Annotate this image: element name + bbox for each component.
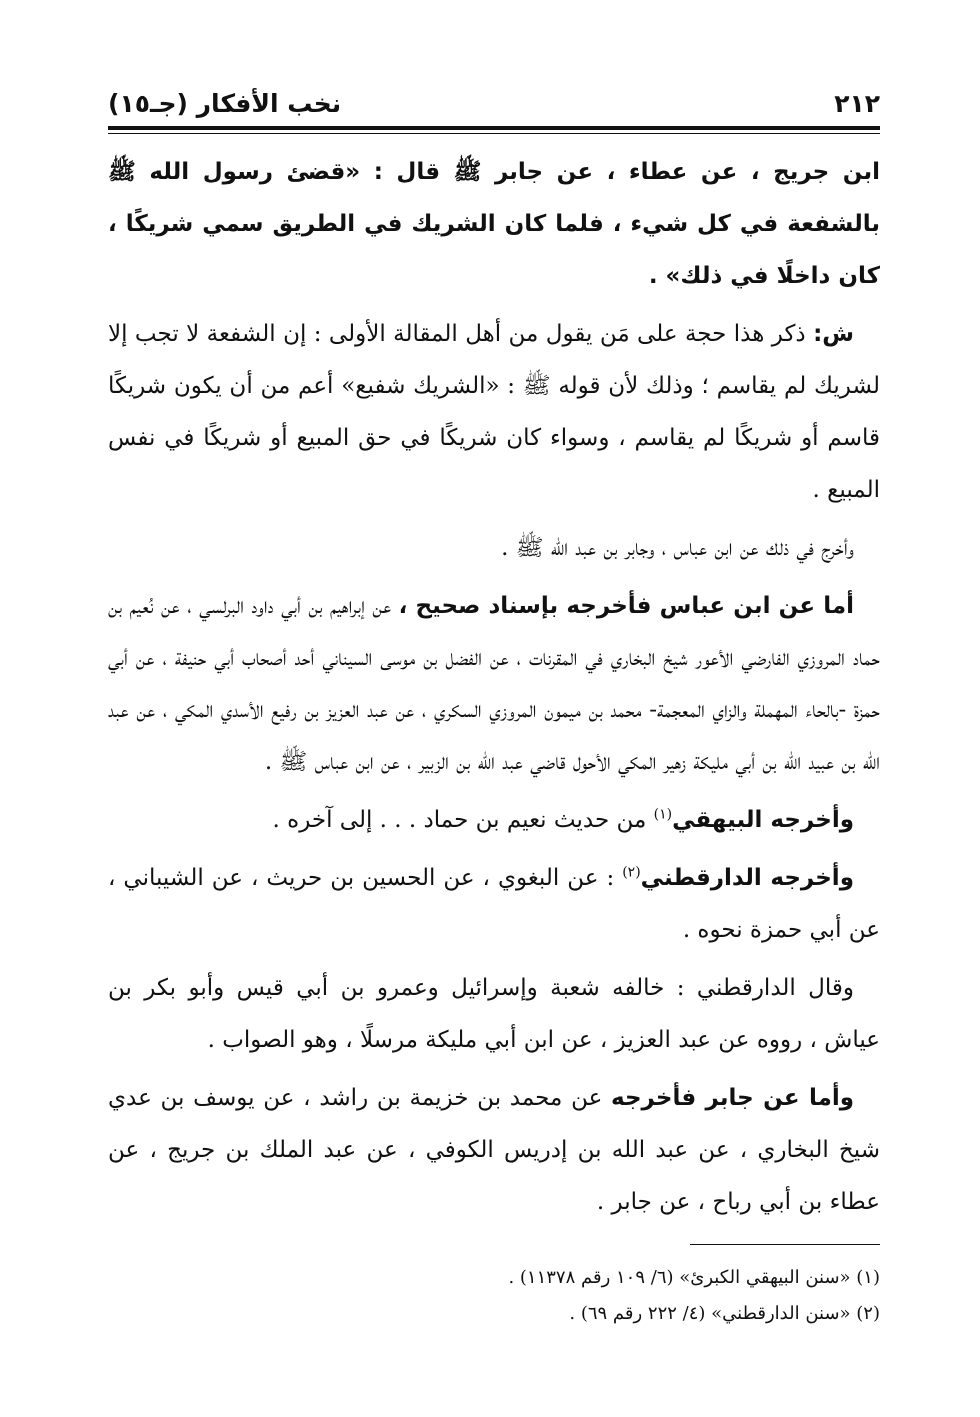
footnote-ref-2: (٢) — [622, 864, 641, 881]
page-number: ٢١٢ — [834, 89, 880, 118]
commentary-marker: ش: — [813, 321, 854, 347]
header-rule-thin — [108, 133, 880, 134]
page-header — [108, 78, 880, 118]
header-rule-thick — [108, 126, 880, 130]
bayhaqi-text: من حديث نعيم بن حماد . . . إلى آخره . — [272, 807, 654, 833]
jabir-text: عن محمد بن خزيمة بن راشد ، عن يوسف بن عدي شيخ البخاري ، عن عبد الله بن إدريس الكوفي ، عن عبد الملك بن جريج ، عن عطاء بن أبي رباح ، عن جابر . — [108, 1085, 880, 1215]
jabir-heading: وأما عن جابر فأخرجه — [611, 1085, 855, 1111]
commentary-paragraph — [108, 308, 880, 516]
daraqutni-text: : عن البغوي ، عن الحسين بن حريث ، عن الشيباني ، عن أبي حمزة نحوه . — [108, 865, 880, 943]
main-text — [108, 146, 880, 1234]
footnote-2: (٢) «سنن الدارقطني» (٤/ ٢٢٢ رقم ٦٩) . — [569, 1303, 880, 1324]
daraqutni-comment: وقال الدارقطني : خالفه شعبة وإسرائيل وعمرو بن أبي قيس وأبو بكر بن عياش ، رووه عن عبد العزيز ، عن ابن أبي مليكة مرسلًا ، وهو الصواب . — [108, 975, 880, 1053]
daraqutni-heading: وأخرجه الدارقطني — [640, 865, 854, 891]
ibn-abbas-heading: أما عن ابن عباس فأخرجه بإسناد صحيح ، — [398, 593, 854, 619]
hadith-text: ابن جريج ، عن عطاء ، عن جابر ﷺ قال : «قضئ رسول الله ﷺ بالشفعة في كل شيء ، فلما كان الشريك في الطريق سمي شريكًا ، كان داخلًا في ذلك» . — [108, 159, 880, 289]
book-title: نخب الأفكار (جـ١٥) — [108, 89, 342, 118]
bayhaqi-heading: وأخرجه البيهقي — [672, 807, 854, 833]
sources-paragraph: وأخرج في ذلك عن ابن عباس ، وجابر بن عبد الله ﷺ . — [501, 535, 854, 561]
daraqutni-paragraph — [108, 852, 880, 956]
jabir-paragraph — [108, 1072, 880, 1228]
ibn-abbas-paragraph — [108, 580, 880, 788]
footnote-1: (١) «سنن البيهقي الكبرئ» (٦/ ١٠٩ رقم ١١٣٧٨) . — [508, 1267, 880, 1288]
footnote-divider — [690, 1244, 880, 1245]
commentary-text: ذكر هذا حجة على مَن يقول من أهل المقالة الأولى : إن الشفعة لا تجب إلا لشريك لم يقاسم ؛ وذلك لأن قوله ﷺ : «الشريك شفيع» أعم من أن يكون شريكًا قاسم أو شريكًا لم يقاسم ، وسواء كان شريكًا في حق المبيع أو شريكًا في نفس المبيع . — [108, 321, 880, 503]
footnote-ref-1: (١) — [653, 806, 673, 823]
ibn-abbas-text: عن إبراهيم بن أبي داود البرلسي ، عن نُعيم بن حماد المروزي الفارضي الأعور شيخ البخاري في المقرنات ، عن الفضل بن موسى السيناني أحد أصحاب أبي حنيفة ، عن أبي حمزة -بالحاء المهملة والزاي المعجمة- محمد بن ميمون المروزي السكري ، عن عبد العزيز بن رفيع الأسدي المكي ، عن عبد الله بن عبيد الله بن أبي مليكة زهير المكي الأحول قاضي عبد الله بن الزبير ، عن ابن عباس ﷺ . — [108, 593, 880, 775]
bayhaqi-paragraph — [108, 794, 880, 846]
footnotes — [108, 1260, 880, 1332]
